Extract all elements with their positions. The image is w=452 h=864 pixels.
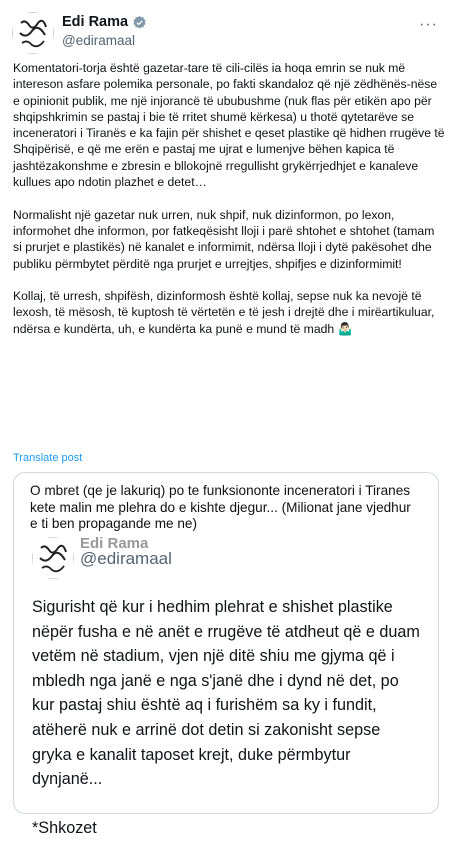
tweet-text — [13, 60, 445, 353]
translate-post-link[interactable]: Translate post — [13, 452, 83, 464]
embedded-paragraph: *Shkozet — [32, 818, 97, 837]
tweet-header — [12, 10, 440, 54]
more-options-icon[interactable]: ··· — [419, 16, 438, 33]
embedded-name: Edi Rama — [80, 535, 149, 552]
verified-badge-icon — [132, 15, 147, 30]
tweet-paragraph: Komentatori-torja është gazetar-tare të cili-cilës ia hoqa emrin se nuk më intereson asfare polemika personale, po fakti skandaloz që një zëdhënës-nëse e opinionit publik, me një injorancë të ububushme (nuk flas për etikën apo për shqipshkrimin se pastaj i bie të rritet shumë kërkesa) u thotë qytetarëve se inceneratori i Tiranës e ka fajin për shishet e qeset plastike që hidhen rrugëve të Shqipërisë, e që me erën e pastaj me ujrat e lumenjve bëhen kapica të jashtëzakonshme e zbresin e bllokojnë rregullisht grykërrjedhjet e kanaleve kullues apo ndotin plazhet e detet… — [13, 61, 445, 190]
tweet-paragraph: Normalisht një gazetar nuk urren, nuk shpif, nuk dizinformon, po lexon, informohet dhe informon, por fatkeqësisht lloji i parë shtohet e shtohet (tamam si prurjet e plastikës) në kanalet e informimit, ndërsa lloji i dytë pakësohet dhe publiku përmbytet përditë nga prurjet e urrejtjes, shpifjes e dizinformimit! — [13, 207, 435, 271]
embedded-avatar — [32, 537, 74, 579]
embedded-screenshot — [14, 535, 438, 864]
quoted-image-card[interactable] — [13, 472, 439, 837]
author-avatar[interactable] — [12, 12, 54, 54]
quote-comment: O mbret (qe je lakuriq) po te funksiononte inceneratori i Tiranes kete malin me plehra do e kishte djegur... (Milionat jane vjedhur e ti ben propagande me ne) — [30, 483, 411, 531]
embedded-handle: @ediramaal — [80, 549, 172, 568]
author-name[interactable]: Edi Rama — [62, 14, 129, 30]
author-handle[interactable]: @ediramaal — [62, 33, 135, 48]
tweet-paragraph: Kollaj, të urresh, shpifësh, dizinformosh është kollaj, sepse nuk ka nevojë të lexosh, të mësosh, të kuptosh të vërtetën e të jesh i drejtë dhe i mirëartikuluar, ndërsa e kundërta, uh, e kundërta ka punë e mund të madh 🤷🏻‍♂️ — [13, 289, 435, 336]
embedded-text — [14, 579, 438, 840]
embedded-paragraph: Sigurisht që kur i hedhim plehrat e shishet plastike nëpër fusha e në anët e rrugëve të atdheut që e duam vetëm në stadium, vjen një ditë shiu me gjyma që i mbledh nga janë e nga s'janë dhe i dynd në det, po kur pastaj shiu është aq i furishëm sa ky i fundit, atëherë nuk e arrinë dot detin si zakonisht sepse gryka e kanalit taposet krejt, duke përmbytur dynjanë... — [32, 598, 420, 789]
